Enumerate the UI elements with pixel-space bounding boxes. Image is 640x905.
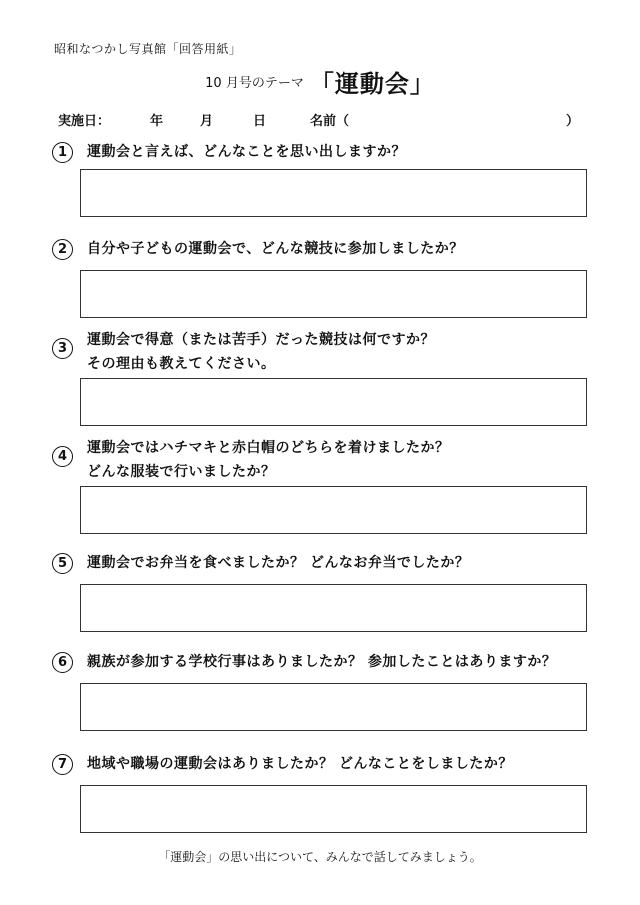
question-4-line-2: どんな服装で行いましたか？ (87, 464, 276, 480)
question-3-answer-box[interactable] (80, 378, 587, 426)
name-label: 名前（ (310, 114, 350, 129)
question-6-number: 6 (52, 652, 73, 673)
question-6-answer-box[interactable] (80, 683, 587, 731)
question-2-number: 2 (52, 239, 73, 260)
question-1-number: 1 (52, 142, 73, 163)
question-4-number: 4 (52, 446, 73, 467)
question-1-line-1: 運動会と言えば、どんなことを思い出しますか？ (87, 144, 406, 160)
question-3-text (87, 328, 435, 376)
question-5-text (87, 551, 469, 575)
footer-text: 「運動会」の思い出について、みんなで話してみましょう。 (158, 850, 482, 864)
theme-heading (0, 64, 640, 99)
month-label: 月 (200, 114, 214, 129)
question-3-line-2: その理由も教えてください。 (87, 356, 276, 372)
question-7-text (87, 752, 513, 776)
question-3-line-1: 運動会で得意（または苦手）だった競技は何ですか？ (87, 332, 435, 348)
question-5-line-1: 運動会でお弁当を食べましたか？ どんなお弁当でしたか？ (87, 555, 470, 571)
question-2-line-1: 自分や子どもの運動会で、どんな競技に参加しましたか？ (87, 241, 464, 257)
question-7-answer-box[interactable] (80, 785, 587, 833)
question-6-line-1: 親族が参加する学校行事はありましたか？ 参加したことはありますか？ (87, 654, 557, 670)
question-4-text (87, 436, 450, 484)
question-5-number: 5 (52, 553, 73, 574)
day-label: 日 (253, 114, 267, 129)
question-2-text (87, 237, 464, 261)
theme-title: 「運動会」 (309, 70, 435, 98)
question-3-number: 3 (52, 338, 73, 359)
question-2-answer-box[interactable] (80, 270, 587, 318)
question-5-answer-box[interactable] (80, 584, 587, 632)
question-4-line-1: 運動会ではハチマキと赤白帽のどちらを着けましたか？ (87, 440, 450, 456)
question-7-line-1: 地域や職場の運動会はありましたか？ どんなことをしましたか？ (87, 756, 513, 772)
question-6-text (87, 650, 556, 674)
sheet-header-label: 昭和なつかし写真館「回答用紙」 (54, 42, 242, 56)
name-close-paren: ） (566, 114, 580, 129)
question-1-text (87, 140, 406, 164)
year-label: 年 (150, 114, 164, 129)
theme-prefix: 10 月号のテーマ (205, 76, 304, 91)
question-7-number: 7 (52, 754, 73, 775)
date-label: 実施日： (58, 114, 111, 129)
question-1-answer-box[interactable] (80, 169, 587, 217)
question-4-answer-box[interactable] (80, 486, 587, 534)
